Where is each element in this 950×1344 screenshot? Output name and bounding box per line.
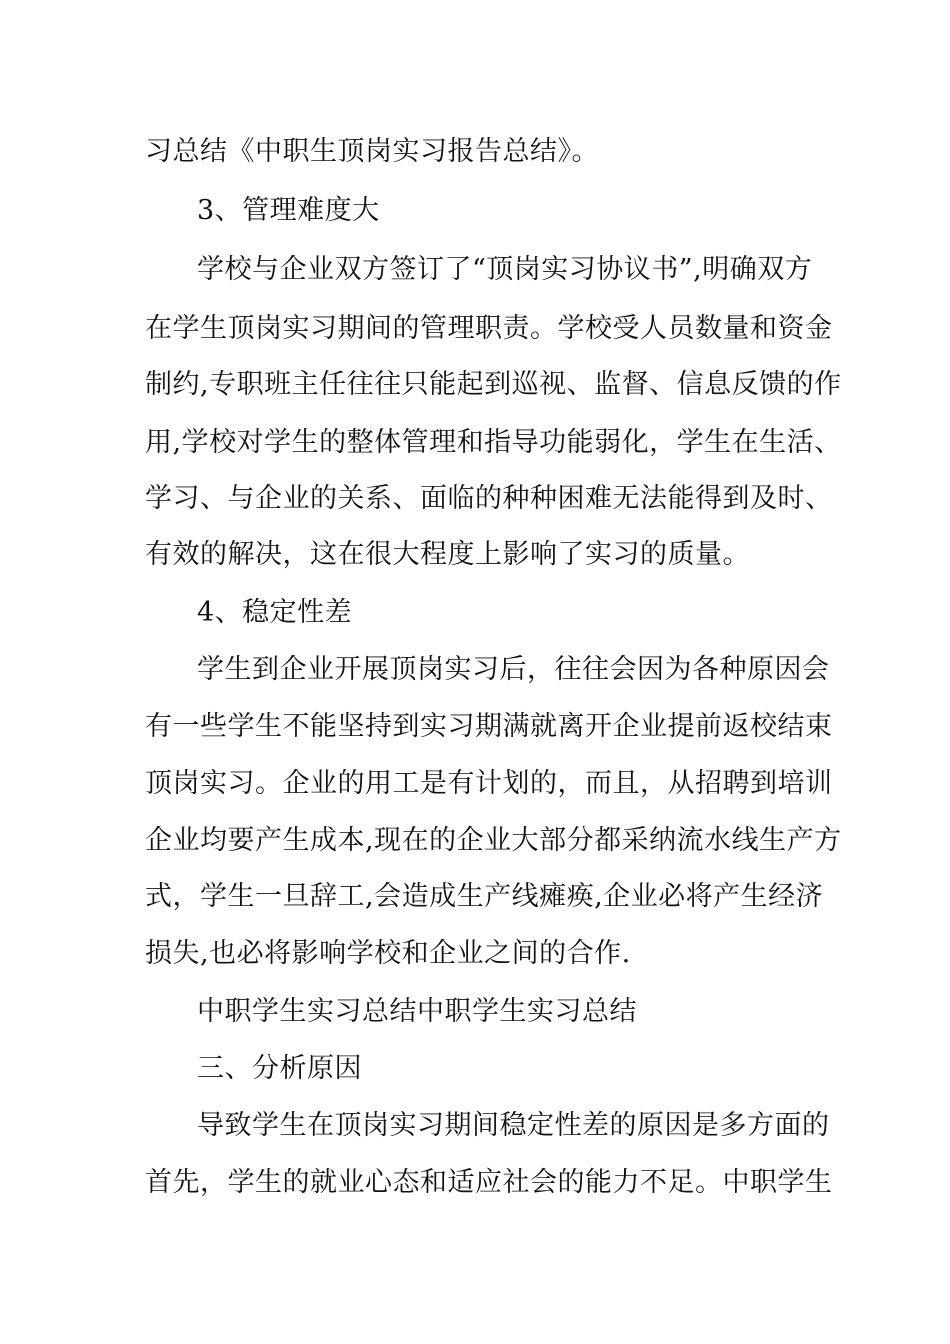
section-heading: 3、管理难度大 [197, 195, 380, 226]
paragraph-line: 用,学校对学生的整体管理和指导功能弱化，学生在生活、 [145, 427, 842, 458]
section-heading: 4、稳定性差 [197, 597, 353, 628]
paragraph-line: 制约,专职班主任往往只能起到巡视、监督、信息反馈的作 [145, 369, 842, 400]
paragraph-line: 习总结《中职生顶岗实习报告总结》。 [145, 136, 599, 167]
paragraph-line: 有一些学生不能坚持到实习期满就离开企业提前返校结束 [145, 711, 833, 742]
section-heading: 三、分析原因 [197, 1053, 362, 1084]
paragraph-line: 企业均要产生成本,现在的企业大部分都采纳流水线生产方 [145, 825, 842, 856]
paragraph-line: 顶岗实习。企业的用工是有计划的，而且，从招聘到培训 [145, 768, 833, 799]
paragraph-line: 有效的解决，这在很大程度上影响了实习的质量。 [145, 539, 750, 570]
paragraph-line: 学生到企业开展顶岗实习后，往往会因为各种原因会 [197, 654, 830, 685]
paragraph-line: 式，学生一旦辞工,会造成生产线瘫痪,企业必将产生经济 [145, 881, 824, 912]
paragraph-line: 学校与企业双方签订了“顶岗实习协议书”,明确双方 [197, 254, 813, 285]
paragraph-line: 在学生顶岗实习期间的管理职责。学校受人员数量和资金 [145, 313, 833, 344]
paragraph-line: 导致学生在顶岗实习期间稳定性差的原因是多方面的 [197, 1110, 830, 1141]
paragraph-line: 首先，学生的就业心态和适应社会的能力不足。中职学生 [145, 1167, 833, 1198]
paragraph-line: 学习、与企业的关系、面临的种种困难无法能得到及时、 [145, 483, 833, 514]
section-heading: 中职学生实习总结中职学生实习总结 [197, 996, 637, 1027]
paragraph-line: 损失,也必将影响学校和企业之间的合作. [145, 938, 631, 969]
